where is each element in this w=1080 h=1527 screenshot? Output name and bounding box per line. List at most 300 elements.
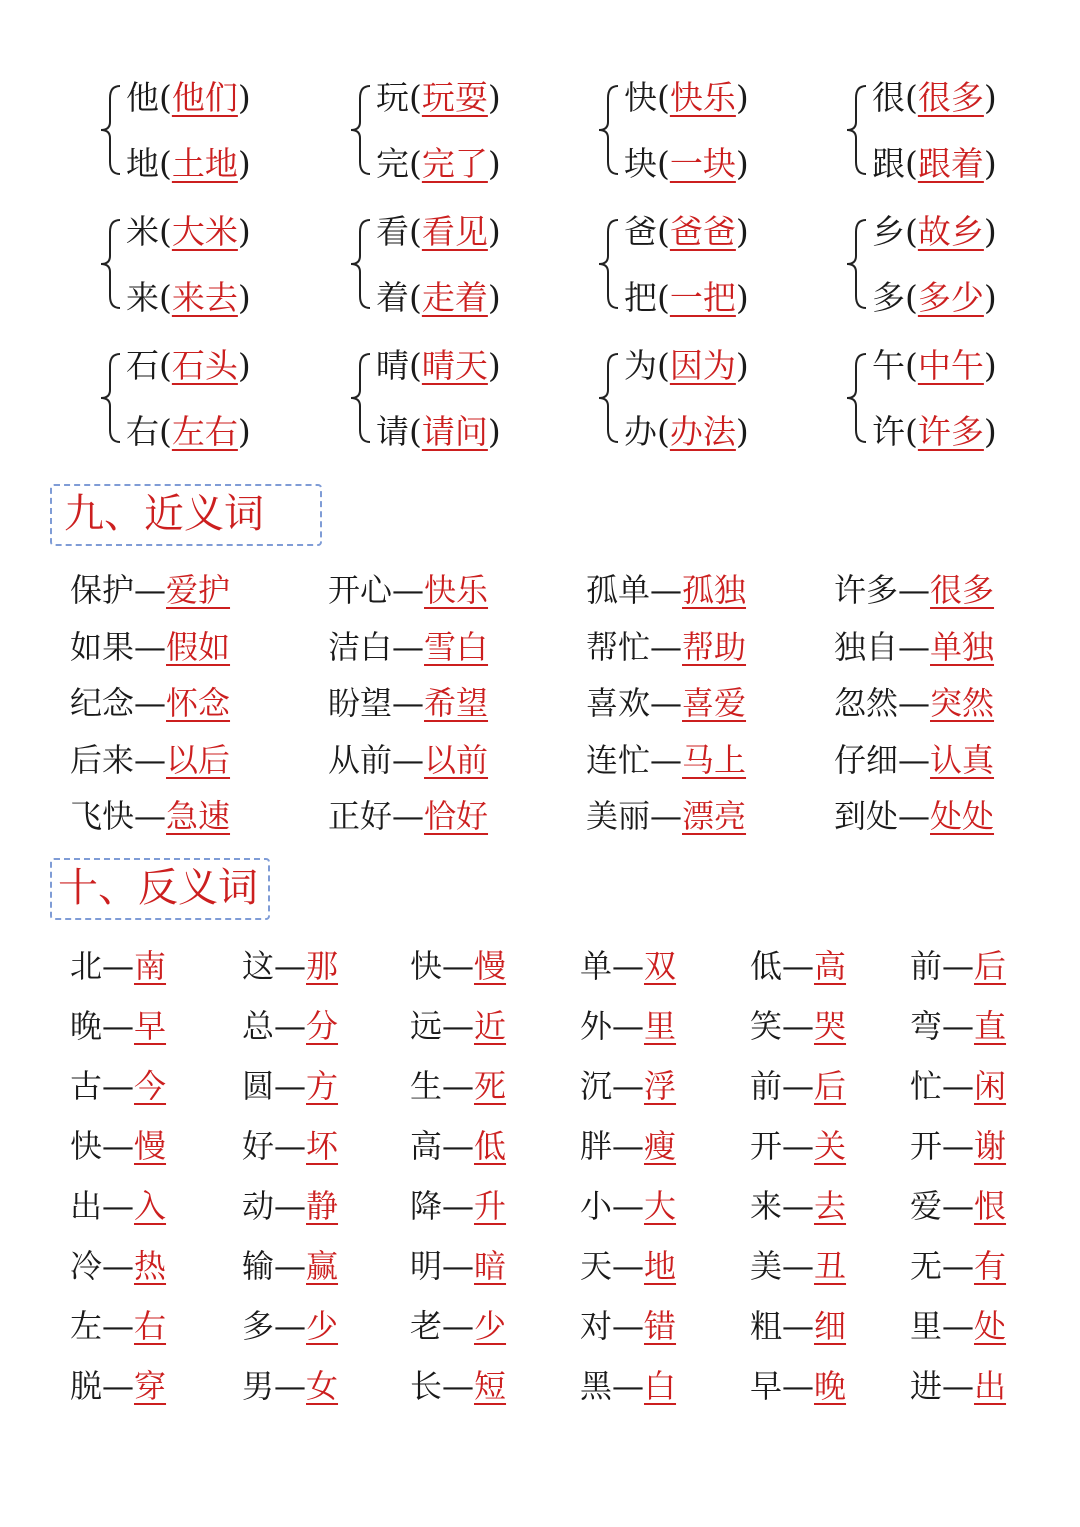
answer-word: 少 bbox=[474, 1307, 507, 1345]
synonym-pair: 开心—快乐 bbox=[328, 571, 489, 609]
answer-word: 短 bbox=[474, 1367, 507, 1405]
group-line: 为(因为) bbox=[624, 346, 749, 385]
answer-word: 快乐 bbox=[669, 78, 736, 117]
answer-word: 坏 bbox=[306, 1127, 339, 1165]
antonym-pair: 来—去 bbox=[750, 1187, 847, 1225]
group-line: 右(左右) bbox=[126, 412, 251, 451]
antonym-pair: 明—暗 bbox=[410, 1247, 507, 1285]
word: 飞快 bbox=[70, 797, 135, 835]
answer-word: 孤独 bbox=[682, 571, 747, 609]
word: 纪念 bbox=[70, 684, 135, 722]
answer-word: 很多 bbox=[917, 78, 984, 117]
synonym-pair: 仔细—认真 bbox=[834, 740, 995, 779]
word: 后来 bbox=[70, 740, 135, 779]
answer-word: 错 bbox=[644, 1307, 677, 1345]
group-line: 完(完了) bbox=[376, 144, 501, 183]
word: 老 bbox=[410, 1307, 443, 1345]
answer-word: 突然 bbox=[930, 684, 995, 722]
word: 快 bbox=[410, 947, 443, 985]
answer-word: 丑 bbox=[814, 1247, 847, 1285]
antonym-pair: 忙—闲 bbox=[910, 1067, 1007, 1105]
group-line: 米(大米) bbox=[126, 212, 251, 251]
antonym-pair: 黑—白 bbox=[580, 1367, 677, 1405]
character-group bbox=[98, 196, 338, 330]
answer-word: 地 bbox=[644, 1247, 677, 1285]
answer-word: 右 bbox=[134, 1307, 167, 1345]
word: 忽然 bbox=[834, 684, 899, 722]
word: 仔细 bbox=[834, 740, 899, 779]
character: 午 bbox=[872, 346, 905, 385]
antonym-pair: 里—处 bbox=[910, 1307, 1007, 1345]
answer-word: 一把 bbox=[669, 278, 736, 317]
synonym-pair: 美丽—漂亮 bbox=[586, 797, 747, 835]
antonym-pair: 无—有 bbox=[910, 1247, 1007, 1285]
answer-word: 少 bbox=[306, 1307, 339, 1345]
group-line: 他(他们) bbox=[126, 78, 251, 117]
character-group bbox=[596, 196, 836, 330]
character-group bbox=[844, 330, 1080, 464]
brace-icon bbox=[348, 218, 374, 310]
section-title-antonyms: 十、反义词 bbox=[50, 858, 270, 920]
character: 许 bbox=[872, 412, 905, 451]
answer-word: 早 bbox=[134, 1007, 167, 1045]
answer-word: 爸爸 bbox=[669, 212, 736, 251]
answer-word: 有 bbox=[974, 1247, 1007, 1285]
brace-icon bbox=[844, 84, 870, 176]
answer-word: 低 bbox=[474, 1127, 507, 1165]
character: 请 bbox=[376, 412, 409, 451]
antonym-row bbox=[0, 1360, 1080, 1420]
word: 粗 bbox=[750, 1307, 783, 1345]
antonym-list bbox=[0, 940, 1080, 1420]
antonym-pair: 外—里 bbox=[580, 1007, 677, 1045]
word: 前 bbox=[910, 947, 943, 985]
group-line: 着(走着) bbox=[376, 278, 501, 317]
antonym-pair: 快—慢 bbox=[70, 1127, 167, 1165]
word: 晚 bbox=[70, 1007, 103, 1045]
answer-word: 假如 bbox=[166, 627, 231, 666]
antonym-pair: 降—升 bbox=[410, 1187, 507, 1225]
answer-word: 直 bbox=[974, 1007, 1007, 1045]
word: 高 bbox=[410, 1127, 443, 1165]
synonym-pair: 喜欢—喜爱 bbox=[586, 684, 747, 722]
answer-word: 以后 bbox=[166, 740, 231, 779]
group-row bbox=[0, 196, 1080, 330]
word: 来 bbox=[750, 1187, 783, 1225]
word: 降 bbox=[410, 1187, 443, 1225]
group-line: 把(一把) bbox=[624, 278, 749, 317]
group-row bbox=[0, 62, 1080, 196]
antonym-row bbox=[0, 1060, 1080, 1120]
synonym-pair: 到处—处处 bbox=[834, 797, 995, 835]
antonym-pair: 开—关 bbox=[750, 1127, 847, 1165]
answer-word: 大 bbox=[644, 1187, 677, 1225]
word: 爱 bbox=[910, 1187, 943, 1225]
answer-word: 急速 bbox=[166, 797, 231, 835]
character: 看 bbox=[376, 212, 409, 251]
antonym-pair: 这—那 bbox=[242, 947, 339, 985]
antonym-pair: 前—后 bbox=[750, 1067, 847, 1105]
answer-word: 雪白 bbox=[424, 627, 489, 666]
word: 多 bbox=[242, 1307, 275, 1345]
word: 北 bbox=[70, 947, 103, 985]
answer-word: 双 bbox=[644, 947, 677, 985]
antonym-pair: 笑—哭 bbox=[750, 1007, 847, 1045]
word: 沉 bbox=[580, 1067, 613, 1105]
antonym-pair: 前—后 bbox=[910, 947, 1007, 985]
antonym-pair: 圆—方 bbox=[242, 1067, 339, 1105]
character: 米 bbox=[126, 212, 159, 251]
answer-word: 去 bbox=[814, 1187, 847, 1225]
word: 早 bbox=[750, 1367, 783, 1405]
section-title-synonyms: 九、近义词 bbox=[50, 484, 322, 546]
antonym-pair: 低—高 bbox=[750, 947, 847, 985]
word: 脱 bbox=[70, 1367, 103, 1405]
synonym-pair: 洁白—雪白 bbox=[328, 627, 489, 666]
group-line: 石(石头) bbox=[126, 346, 251, 385]
answer-word: 晚 bbox=[814, 1367, 847, 1405]
word: 黑 bbox=[580, 1367, 613, 1405]
answer-word: 土地 bbox=[171, 144, 238, 183]
answer-word: 女 bbox=[306, 1367, 339, 1405]
answer-word: 希望 bbox=[424, 684, 489, 722]
answer-word: 白 bbox=[644, 1367, 677, 1405]
answer-word: 今 bbox=[134, 1067, 167, 1105]
word: 胖 bbox=[580, 1127, 613, 1165]
synonym-pair: 正好—恰好 bbox=[328, 797, 489, 835]
character: 地 bbox=[126, 144, 159, 183]
synonym-pair: 帮忙—帮助 bbox=[586, 627, 747, 666]
answer-word: 爱护 bbox=[166, 571, 231, 609]
group-line: 看(看见) bbox=[376, 212, 501, 251]
word: 从前 bbox=[328, 740, 393, 779]
answer-word: 方 bbox=[306, 1067, 339, 1105]
answer-word: 浮 bbox=[644, 1067, 677, 1105]
answer-word: 漂亮 bbox=[682, 797, 747, 835]
answer-word: 出 bbox=[974, 1367, 1007, 1405]
word: 如果 bbox=[70, 627, 135, 666]
answer-word: 热 bbox=[134, 1247, 167, 1285]
group-line: 快(快乐) bbox=[624, 78, 749, 117]
synonym-pair: 许多—很多 bbox=[834, 571, 995, 609]
answer-word: 后 bbox=[814, 1067, 847, 1105]
answer-word: 南 bbox=[134, 947, 167, 985]
group-line: 跟(跟着) bbox=[872, 144, 997, 183]
answer-word: 他们 bbox=[171, 78, 238, 117]
answer-word: 左右 bbox=[171, 412, 238, 451]
answer-word: 帮助 bbox=[682, 627, 747, 666]
character: 很 bbox=[872, 78, 905, 117]
antonym-pair: 动—静 bbox=[242, 1187, 339, 1225]
brace-icon bbox=[98, 352, 124, 444]
answer-word: 怀念 bbox=[166, 684, 231, 722]
antonym-pair: 好—坏 bbox=[242, 1127, 339, 1165]
answer-word: 晴天 bbox=[421, 346, 488, 385]
group-line: 许(许多) bbox=[872, 412, 997, 451]
answer-word: 完了 bbox=[421, 144, 488, 183]
answer-word: 高 bbox=[814, 947, 847, 985]
answer-word: 瘦 bbox=[644, 1127, 677, 1165]
antonym-pair: 开—谢 bbox=[910, 1127, 1007, 1165]
word: 连忙 bbox=[586, 740, 651, 779]
antonym-row bbox=[0, 1120, 1080, 1180]
word: 开心 bbox=[328, 571, 393, 609]
answer-word: 因为 bbox=[669, 346, 736, 385]
brace-icon bbox=[596, 84, 622, 176]
character: 晴 bbox=[376, 346, 409, 385]
brace-icon bbox=[844, 352, 870, 444]
character: 把 bbox=[624, 278, 657, 317]
answer-word: 喜爱 bbox=[682, 684, 747, 722]
character: 乡 bbox=[872, 212, 905, 251]
word: 单 bbox=[580, 947, 613, 985]
answer-word: 穿 bbox=[134, 1367, 167, 1405]
antonym-row bbox=[0, 940, 1080, 1000]
word: 帮忙 bbox=[586, 627, 651, 666]
synonym-pair: 从前—以前 bbox=[328, 740, 489, 779]
answer-word: 办法 bbox=[669, 412, 736, 451]
character: 块 bbox=[624, 144, 657, 183]
antonym-pair: 沉—浮 bbox=[580, 1067, 677, 1105]
character-group bbox=[844, 62, 1080, 196]
answer-word: 静 bbox=[306, 1187, 339, 1225]
answer-word: 一块 bbox=[669, 144, 736, 183]
answer-word: 关 bbox=[814, 1127, 847, 1165]
word: 快 bbox=[70, 1127, 103, 1165]
answer-word: 慢 bbox=[474, 947, 507, 985]
answer-word: 石头 bbox=[171, 346, 238, 385]
synonym-row bbox=[0, 734, 1080, 791]
answer-word: 玩耍 bbox=[421, 78, 488, 117]
word: 弯 bbox=[910, 1007, 943, 1045]
synonym-pair: 如果—假如 bbox=[70, 627, 231, 666]
word: 盼望 bbox=[328, 684, 393, 722]
antonym-pair: 快—慢 bbox=[410, 947, 507, 985]
character: 跟 bbox=[872, 144, 905, 183]
word: 动 bbox=[242, 1187, 275, 1225]
synonym-pair: 纪念—怀念 bbox=[70, 684, 231, 722]
word: 开 bbox=[750, 1127, 783, 1165]
antonym-pair: 长—短 bbox=[410, 1367, 507, 1405]
group-line: 多(多少) bbox=[872, 278, 997, 317]
answer-word: 暗 bbox=[474, 1247, 507, 1285]
answer-word: 大米 bbox=[171, 212, 238, 251]
answer-word: 赢 bbox=[306, 1247, 339, 1285]
antonym-pair: 胖—瘦 bbox=[580, 1127, 677, 1165]
character-group bbox=[348, 62, 588, 196]
antonym-row bbox=[0, 1240, 1080, 1300]
synonym-row bbox=[0, 621, 1080, 678]
character: 石 bbox=[126, 346, 159, 385]
character-group bbox=[596, 62, 836, 196]
antonym-row bbox=[0, 1000, 1080, 1060]
word: 生 bbox=[410, 1067, 443, 1105]
answer-word: 哭 bbox=[814, 1007, 847, 1045]
word: 明 bbox=[410, 1247, 443, 1285]
brace-icon bbox=[596, 218, 622, 310]
word: 外 bbox=[580, 1007, 613, 1045]
antonym-pair: 出—入 bbox=[70, 1187, 167, 1225]
word: 到处 bbox=[834, 797, 899, 835]
word: 好 bbox=[242, 1127, 275, 1165]
word: 输 bbox=[242, 1247, 275, 1285]
antonym-row bbox=[0, 1300, 1080, 1360]
word: 忙 bbox=[910, 1067, 943, 1105]
answer-word: 升 bbox=[474, 1187, 507, 1225]
word: 总 bbox=[242, 1007, 275, 1045]
character: 多 bbox=[872, 278, 905, 317]
word: 进 bbox=[910, 1367, 943, 1405]
word: 孤单 bbox=[586, 571, 651, 609]
answer-word: 认真 bbox=[930, 740, 995, 779]
brace-icon bbox=[844, 218, 870, 310]
answer-word: 看见 bbox=[421, 212, 488, 251]
antonym-pair: 早—晚 bbox=[750, 1367, 847, 1405]
answer-word: 处 bbox=[974, 1307, 1007, 1345]
group-line: 午(中午) bbox=[872, 346, 997, 385]
group-line: 来(来去) bbox=[126, 278, 251, 317]
word: 保护 bbox=[70, 571, 135, 609]
synonym-pair: 保护—爱护 bbox=[70, 571, 231, 609]
word: 许多 bbox=[834, 571, 899, 609]
synonym-row bbox=[0, 677, 1080, 734]
antonym-pair: 古—今 bbox=[70, 1067, 167, 1105]
antonym-pair: 总—分 bbox=[242, 1007, 339, 1045]
brace-icon bbox=[348, 352, 374, 444]
answer-word: 分 bbox=[306, 1007, 339, 1045]
answer-word: 请问 bbox=[421, 412, 488, 451]
word: 圆 bbox=[242, 1067, 275, 1105]
answer-word: 多少 bbox=[917, 278, 984, 317]
group-row bbox=[0, 330, 1080, 464]
word: 独自 bbox=[834, 627, 899, 666]
similar-character-groups bbox=[0, 62, 1080, 464]
synonym-list bbox=[0, 564, 1080, 847]
word: 洁白 bbox=[328, 627, 393, 666]
character: 来 bbox=[126, 278, 159, 317]
word: 出 bbox=[70, 1187, 103, 1225]
antonym-pair: 进—出 bbox=[910, 1367, 1007, 1405]
answer-word: 来去 bbox=[171, 278, 238, 317]
word: 喜欢 bbox=[586, 684, 651, 722]
word: 正好 bbox=[328, 797, 393, 835]
word: 天 bbox=[580, 1247, 613, 1285]
word: 长 bbox=[410, 1367, 443, 1405]
answer-word: 跟着 bbox=[917, 144, 984, 183]
synonym-pair: 飞快—急速 bbox=[70, 797, 231, 835]
character: 着 bbox=[376, 278, 409, 317]
synonym-row bbox=[0, 564, 1080, 621]
answer-word: 那 bbox=[306, 947, 339, 985]
word: 男 bbox=[242, 1367, 275, 1405]
word: 笑 bbox=[750, 1007, 783, 1045]
character-group bbox=[98, 62, 338, 196]
answer-word: 马上 bbox=[682, 740, 747, 779]
word: 无 bbox=[910, 1247, 943, 1285]
group-line: 很(很多) bbox=[872, 78, 997, 117]
character-group bbox=[98, 330, 338, 464]
character: 爸 bbox=[624, 212, 657, 251]
answer-word: 以前 bbox=[424, 740, 489, 779]
synonym-pair: 后来—以后 bbox=[70, 740, 231, 779]
antonym-pair: 爱—恨 bbox=[910, 1187, 1007, 1225]
character: 玩 bbox=[376, 78, 409, 117]
answer-word: 很多 bbox=[930, 571, 995, 609]
antonym-pair: 美—丑 bbox=[750, 1247, 847, 1285]
antonym-pair: 生—死 bbox=[410, 1067, 507, 1105]
group-line: 办(办法) bbox=[624, 412, 749, 451]
antonym-pair: 老—少 bbox=[410, 1307, 507, 1345]
character-group bbox=[348, 196, 588, 330]
synonym-pair: 忽然—突然 bbox=[834, 684, 995, 722]
antonym-row bbox=[0, 1180, 1080, 1240]
antonym-pair: 多—少 bbox=[242, 1307, 339, 1345]
character: 办 bbox=[624, 412, 657, 451]
character: 快 bbox=[624, 78, 657, 117]
synonym-pair: 连忙—马上 bbox=[586, 740, 747, 779]
antonym-pair: 冷—热 bbox=[70, 1247, 167, 1285]
brace-icon bbox=[596, 352, 622, 444]
character: 完 bbox=[376, 144, 409, 183]
group-line: 地(土地) bbox=[126, 144, 251, 183]
antonym-pair: 北—南 bbox=[70, 947, 167, 985]
answer-word: 恰好 bbox=[424, 797, 489, 835]
antonym-pair: 天—地 bbox=[580, 1247, 677, 1285]
answer-word: 入 bbox=[134, 1187, 167, 1225]
synonym-pair: 盼望—希望 bbox=[328, 684, 489, 722]
antonym-pair: 粗—细 bbox=[750, 1307, 847, 1345]
word: 里 bbox=[910, 1307, 943, 1345]
antonym-pair: 弯—直 bbox=[910, 1007, 1007, 1045]
antonym-pair: 小—大 bbox=[580, 1187, 677, 1225]
answer-word: 里 bbox=[644, 1007, 677, 1045]
answer-word: 许多 bbox=[917, 412, 984, 451]
word: 冷 bbox=[70, 1247, 103, 1285]
answer-word: 死 bbox=[474, 1067, 507, 1105]
word: 对 bbox=[580, 1307, 613, 1345]
answer-word: 闲 bbox=[974, 1067, 1007, 1105]
answer-word: 单独 bbox=[930, 627, 995, 666]
character: 为 bbox=[624, 346, 657, 385]
synonym-pair: 孤单—孤独 bbox=[586, 571, 747, 609]
answer-word: 后 bbox=[974, 947, 1007, 985]
answer-word: 谢 bbox=[974, 1127, 1007, 1165]
word: 美 bbox=[750, 1247, 783, 1285]
antonym-pair: 输—赢 bbox=[242, 1247, 339, 1285]
group-line: 晴(晴天) bbox=[376, 346, 501, 385]
antonym-pair: 左—右 bbox=[70, 1307, 167, 1345]
character-group bbox=[348, 330, 588, 464]
group-line: 请(请问) bbox=[376, 412, 501, 451]
word: 低 bbox=[750, 947, 783, 985]
word: 左 bbox=[70, 1307, 103, 1345]
character: 他 bbox=[126, 78, 159, 117]
brace-icon bbox=[98, 218, 124, 310]
answer-word: 处处 bbox=[930, 797, 995, 835]
group-line: 块(一块) bbox=[624, 144, 749, 183]
group-line: 玩(玩耍) bbox=[376, 78, 501, 117]
answer-word: 近 bbox=[474, 1007, 507, 1045]
antonym-pair: 晚—早 bbox=[70, 1007, 167, 1045]
answer-word: 快乐 bbox=[424, 571, 489, 609]
group-line: 乡(故乡) bbox=[872, 212, 997, 251]
answer-word: 慢 bbox=[134, 1127, 167, 1165]
answer-word: 走着 bbox=[421, 278, 488, 317]
synonym-pair: 独自—单独 bbox=[834, 627, 995, 666]
character-group bbox=[596, 330, 836, 464]
character: 右 bbox=[126, 412, 159, 451]
word: 开 bbox=[910, 1127, 943, 1165]
